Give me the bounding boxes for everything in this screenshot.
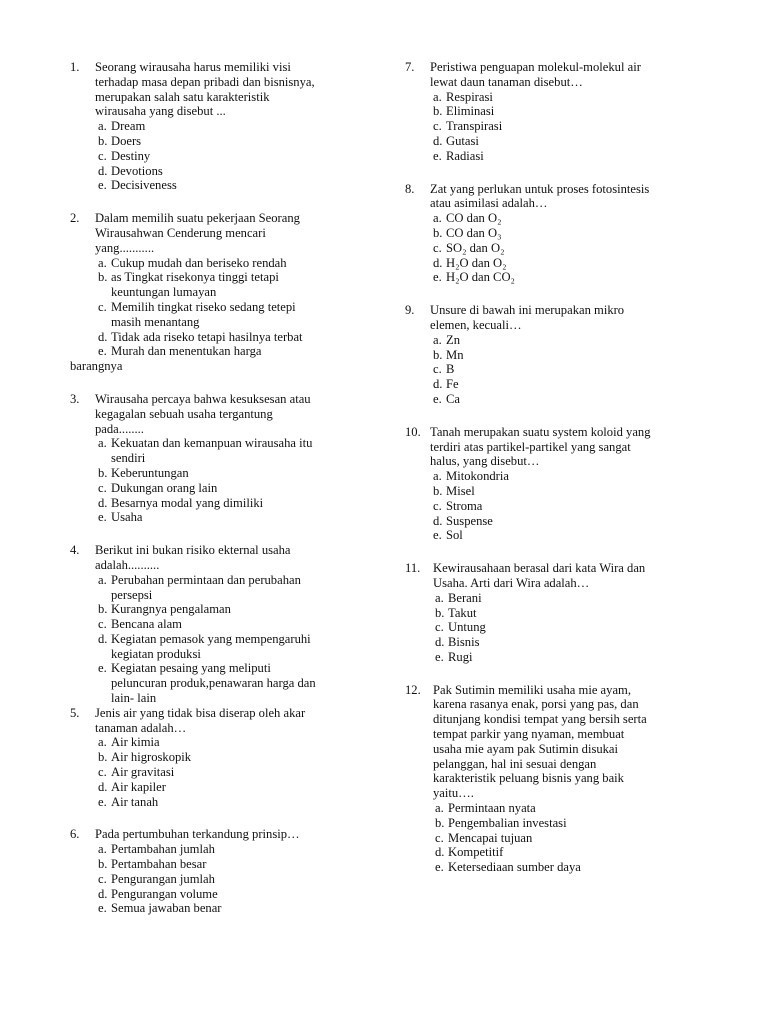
- option-letter: b.: [98, 270, 108, 285]
- option-list: [405, 469, 705, 543]
- option-text: Permintaan nyata: [448, 801, 536, 816]
- answer-option: [98, 602, 370, 617]
- option-text: Murah dan menentukan harga: [111, 344, 262, 359]
- answer-option: [98, 178, 370, 193]
- answer-option: [98, 330, 370, 345]
- option-text: Pertambahan besar: [111, 857, 207, 872]
- option-letter: c.: [98, 148, 107, 163]
- option-text: Cukup mudah dan beriseko rendah: [111, 255, 287, 270]
- option-text: Air gravitasi: [111, 765, 175, 780]
- answer-option: [433, 333, 705, 348]
- answer-option: [98, 842, 370, 857]
- question-5: [70, 706, 370, 810]
- question-text: Unsure di bawah ini merupakan mikro elemen, kecuali…: [430, 303, 625, 332]
- question-text: Peristiwa penguapan molekul-molekul air lewat daun tanaman disebut…: [430, 60, 641, 89]
- option-letter: d.: [435, 845, 445, 860]
- option-letter: d.: [98, 886, 108, 901]
- answer-option: [435, 845, 705, 860]
- answer-option: [98, 510, 370, 525]
- option-letter: a.: [98, 255, 107, 270]
- option-letter: e.: [98, 661, 107, 676]
- question-number: 12.: [405, 682, 421, 697]
- question-text: Zat yang perlukan untuk proses fotosintesis atau asimilasi adalah…: [430, 181, 650, 211]
- answer-option: [98, 481, 370, 496]
- option-text: Mn: [446, 347, 464, 362]
- answer-option: [433, 149, 705, 164]
- option-text: H₂O dan O₂: [446, 255, 507, 270]
- option-letter: c.: [433, 498, 442, 513]
- option-text: Fe: [446, 377, 459, 392]
- answer-option: [98, 735, 370, 750]
- answer-option: [433, 90, 705, 105]
- option-text: Respirasi: [446, 89, 493, 104]
- option-letter: e.: [435, 649, 444, 664]
- question-9: [405, 303, 705, 407]
- answer-option: [433, 270, 705, 285]
- option-text: Usaha: [111, 510, 143, 525]
- question-1: [70, 60, 370, 193]
- question-7: [405, 60, 705, 164]
- answer-option: [98, 270, 370, 300]
- question-number: 2.: [70, 211, 80, 226]
- option-text: Bencana alam: [111, 617, 182, 632]
- option-letter: d.: [98, 631, 108, 646]
- option-list: [70, 436, 370, 525]
- option-text: Kekuatan dan kemanpuan wirausaha itu sendiri: [111, 436, 313, 466]
- option-text: Dream: [111, 119, 146, 134]
- question-8: [405, 182, 705, 286]
- answer-option: [435, 860, 705, 875]
- option-list: [70, 842, 370, 916]
- answer-option: [433, 134, 705, 149]
- option-text: H₂O dan CO₂: [446, 270, 515, 285]
- answer-option: [433, 514, 705, 529]
- answer-option: [98, 617, 370, 632]
- question-text: Tanah merupakan suatu system koloid yang terdiri atas partikel-partikel yang sangat halus, yang disebut…: [430, 424, 651, 469]
- option-text: Keberuntungan: [111, 465, 189, 480]
- question-text: Berikut ini bukan risiko ekternal usaha adalah..........: [95, 543, 291, 572]
- option-text: Pengembalian investasi: [448, 815, 567, 830]
- option-text: Bisnis: [448, 635, 480, 650]
- option-text: Perubahan permintaan dan perubahan persepsi: [111, 572, 301, 602]
- option-text: Pengurangan jumlah: [111, 871, 215, 886]
- option-letter: d.: [433, 513, 443, 528]
- option-letter: a.: [433, 211, 442, 226]
- question-3: [70, 392, 370, 525]
- option-letter: a.: [435, 801, 444, 816]
- option-text: Kurangnya pengalaman: [111, 602, 231, 617]
- option-letter: b.: [98, 465, 108, 480]
- option-letter: b.: [435, 815, 445, 830]
- answer-option: [98, 119, 370, 134]
- option-text: Kegiatan pesaing yang meliputi peluncuran produk,penawaran harga dan lain- lain: [111, 661, 316, 706]
- answer-option: [435, 801, 705, 816]
- answer-option: [433, 528, 705, 543]
- option-letter: c.: [433, 119, 442, 134]
- option-letter: e.: [433, 391, 442, 406]
- option-letter: c.: [433, 240, 442, 255]
- option-letter: d.: [435, 635, 445, 650]
- option-list: [70, 573, 370, 706]
- option-letter: a.: [98, 436, 107, 451]
- option-letter: a.: [98, 842, 107, 857]
- option-text: CO dan O₂: [446, 211, 502, 226]
- question-number: 7.: [405, 60, 415, 74]
- answer-option: [98, 632, 370, 662]
- option-text: Ca: [446, 391, 460, 406]
- option-text: Air tanah: [111, 794, 159, 809]
- answer-option: [98, 164, 370, 179]
- answer-option: [435, 831, 705, 846]
- answer-option: [435, 650, 705, 665]
- option-text: Suspense: [446, 513, 493, 528]
- question-number: 5.: [70, 705, 80, 720]
- option-text: Dukungan orang lain: [111, 480, 218, 495]
- option-letter: b.: [98, 750, 108, 765]
- question-number: 9.: [405, 303, 415, 318]
- option-list: [405, 591, 705, 665]
- question-number: 6.: [70, 827, 80, 842]
- option-letter: c.: [435, 830, 444, 845]
- option-text: Pengurangan volume: [111, 886, 218, 901]
- question-number: 11.: [405, 561, 421, 576]
- option-letter: a.: [98, 119, 107, 134]
- question-number: 3.: [70, 391, 80, 406]
- answer-option: [433, 362, 705, 377]
- option-text: Destiny: [111, 148, 151, 163]
- answer-option: [98, 256, 370, 271]
- answer-option: [98, 436, 370, 466]
- option-text: Decisiveness: [111, 178, 177, 193]
- option-text: Air kimia: [111, 735, 160, 750]
- option-letter: e.: [433, 270, 442, 285]
- answer-option: [98, 887, 370, 902]
- option-letter: c.: [98, 299, 107, 314]
- option-letter: e.: [98, 344, 107, 359]
- option-letter: a.: [433, 469, 442, 484]
- option-text: Ketersediaan sumber daya: [448, 860, 581, 875]
- answer-option: [98, 857, 370, 872]
- question-text: Kewirausahaan berasal dari kata Wira dan Usaha. Arti dari Wira adalah…: [433, 561, 646, 590]
- question-text: Wirausaha percaya bahwa kesuksesan atau kegagalan sebuah usaha tergantung pada........: [95, 391, 311, 436]
- option-letter: c.: [98, 617, 107, 632]
- answer-option: [98, 496, 370, 511]
- option-text: Mitokondria: [446, 469, 509, 484]
- answer-option: [98, 149, 370, 164]
- option-letter: a.: [435, 590, 444, 605]
- answer-option: [98, 750, 370, 765]
- option-continuation: barangnya: [70, 359, 123, 374]
- option-text: Kegiatan pemasok yang mempengaruhi kegiatan produksi: [111, 631, 311, 661]
- answer-option: [433, 241, 705, 256]
- option-letter: a.: [433, 332, 442, 347]
- answer-option: [98, 765, 370, 780]
- option-letter: b.: [98, 133, 108, 148]
- answer-option: [433, 104, 705, 119]
- option-text: Kompetitif: [448, 845, 504, 860]
- option-text: Takut: [448, 605, 477, 620]
- question-text: Pada pertumbuhan terkandung prinsip…: [95, 827, 300, 842]
- answer-option: [98, 344, 370, 359]
- question-number: 1.: [70, 60, 80, 74]
- question-number: 10.: [405, 424, 421, 439]
- option-text: Semua jawaban benar: [111, 901, 222, 916]
- question-2: [70, 211, 370, 374]
- answer-option: [98, 661, 370, 705]
- answer-option: [98, 300, 370, 330]
- answer-option: [435, 816, 705, 831]
- option-list: [405, 801, 705, 875]
- option-text: Devotions: [111, 163, 163, 178]
- question-number: 4.: [70, 543, 80, 558]
- right-column: [405, 60, 705, 875]
- option-list: [405, 90, 705, 164]
- answer-option: [435, 620, 705, 635]
- option-text: Zn: [446, 332, 460, 347]
- question-text: Dalam memilih suatu pekerjaan Seorang Wirausahwan Cenderung mencari yang...........: [95, 211, 300, 255]
- option-letter: a.: [98, 572, 107, 587]
- option-letter: e.: [435, 860, 444, 875]
- question-text: Seorang wirausaha harus memiliki visi terhadap masa depan pribadi dan bisnisnya, merupakan salah satu karakteristik wirausaha yang disebut ...: [95, 60, 315, 119]
- answer-option: [98, 780, 370, 795]
- question-6: [70, 827, 370, 916]
- question-number: 8.: [405, 181, 415, 196]
- option-text: Transpirasi: [446, 119, 503, 134]
- option-letter: d.: [433, 377, 443, 392]
- option-text: Besarnya modal yang dimiliki: [111, 495, 264, 510]
- answer-option: [433, 348, 705, 363]
- option-letter: a.: [433, 89, 442, 104]
- answer-option: [98, 795, 370, 810]
- option-list: [405, 211, 705, 285]
- option-text: Untung: [448, 620, 486, 635]
- option-letter: a.: [98, 735, 107, 750]
- option-text: Sol: [446, 528, 463, 543]
- option-letter: c.: [433, 362, 442, 377]
- question-4: [70, 543, 370, 706]
- option-letter: c.: [98, 765, 107, 780]
- option-letter: b.: [435, 605, 445, 620]
- option-letter: e.: [98, 794, 107, 809]
- option-text: Mencapai tujuan: [448, 830, 533, 845]
- question-text: Jenis air yang tidak bisa diserap oleh akar tanaman adalah…: [95, 705, 306, 735]
- option-text: SO₂ dan O₂: [446, 240, 505, 255]
- answer-option: [98, 134, 370, 149]
- question-12: [405, 683, 705, 875]
- option-letter: d.: [98, 329, 108, 344]
- option-letter: d.: [98, 495, 108, 510]
- option-letter: c.: [435, 620, 444, 635]
- option-text: Berani: [448, 590, 482, 605]
- option-text: Pertambahan jumlah: [111, 842, 215, 857]
- question-10: [405, 425, 705, 543]
- answer-option: [98, 573, 370, 603]
- option-text: B: [446, 362, 455, 377]
- option-letter: c.: [98, 871, 107, 886]
- option-text: Stroma: [446, 498, 483, 513]
- option-letter: e.: [98, 901, 107, 916]
- question-11: [405, 561, 705, 665]
- answer-option: [435, 635, 705, 650]
- answer-option: [433, 499, 705, 514]
- option-letter: c.: [98, 480, 107, 495]
- option-letter: e.: [98, 178, 107, 193]
- answer-option: [433, 211, 705, 226]
- option-text: Air higroskopik: [111, 750, 192, 765]
- answer-option: [433, 119, 705, 134]
- option-text: Eliminasi: [446, 104, 495, 119]
- option-letter: b.: [433, 347, 443, 362]
- answer-option: [435, 606, 705, 621]
- answer-option: [98, 872, 370, 887]
- option-letter: d.: [98, 779, 108, 794]
- left-column: [70, 60, 370, 916]
- answer-option: [435, 591, 705, 606]
- answer-option: [433, 392, 705, 407]
- option-text: Air kapiler: [111, 779, 166, 794]
- question-text: Pak Sutimin memiliki usaha mie ayam, karena rasanya enak, porsi yang pas, dan ditunjang kondisi tempat yang bersih serta tempat parkir yang nyaman, membuat usaha mie ayam pak Sutimin disukai pelanggan, hal ini sesuai dengan karakteristik peluang bisnis yang baik yaitu….: [433, 682, 647, 801]
- option-text: Memilih tingkat riseko sedang tetepi masih menantang: [111, 299, 296, 329]
- answer-option: [433, 256, 705, 271]
- option-letter: b.: [433, 104, 443, 119]
- option-list: [70, 256, 370, 360]
- option-text: as Tingkat risekonya tinggi tetapi keuntungan lumayan: [111, 270, 279, 300]
- option-letter: b.: [98, 857, 108, 872]
- option-text: Gutasi: [446, 133, 479, 148]
- option-text: Radiasi: [446, 148, 484, 163]
- option-letter: d.: [433, 255, 443, 270]
- option-list: [70, 735, 370, 809]
- option-text: Misel: [446, 483, 475, 498]
- option-text: Rugi: [448, 649, 473, 664]
- answer-option: [98, 466, 370, 481]
- option-letter: b.: [433, 483, 443, 498]
- option-text: Tidak ada riseko tetapi hasilnya terbat: [111, 329, 303, 344]
- option-letter: b.: [433, 225, 443, 240]
- option-text: Doers: [111, 133, 142, 148]
- answer-option: [433, 469, 705, 484]
- option-list: [405, 333, 705, 407]
- answer-option: [433, 377, 705, 392]
- option-letter: d.: [98, 163, 108, 178]
- option-letter: e.: [433, 148, 442, 163]
- option-letter: e.: [433, 528, 442, 543]
- option-text: CO dan O₃: [446, 225, 502, 240]
- option-letter: e.: [98, 510, 107, 525]
- answer-option: [98, 901, 370, 916]
- option-letter: d.: [433, 133, 443, 148]
- answer-option: [433, 484, 705, 499]
- option-letter: b.: [98, 602, 108, 617]
- option-list: [70, 119, 370, 193]
- answer-option: [433, 226, 705, 241]
